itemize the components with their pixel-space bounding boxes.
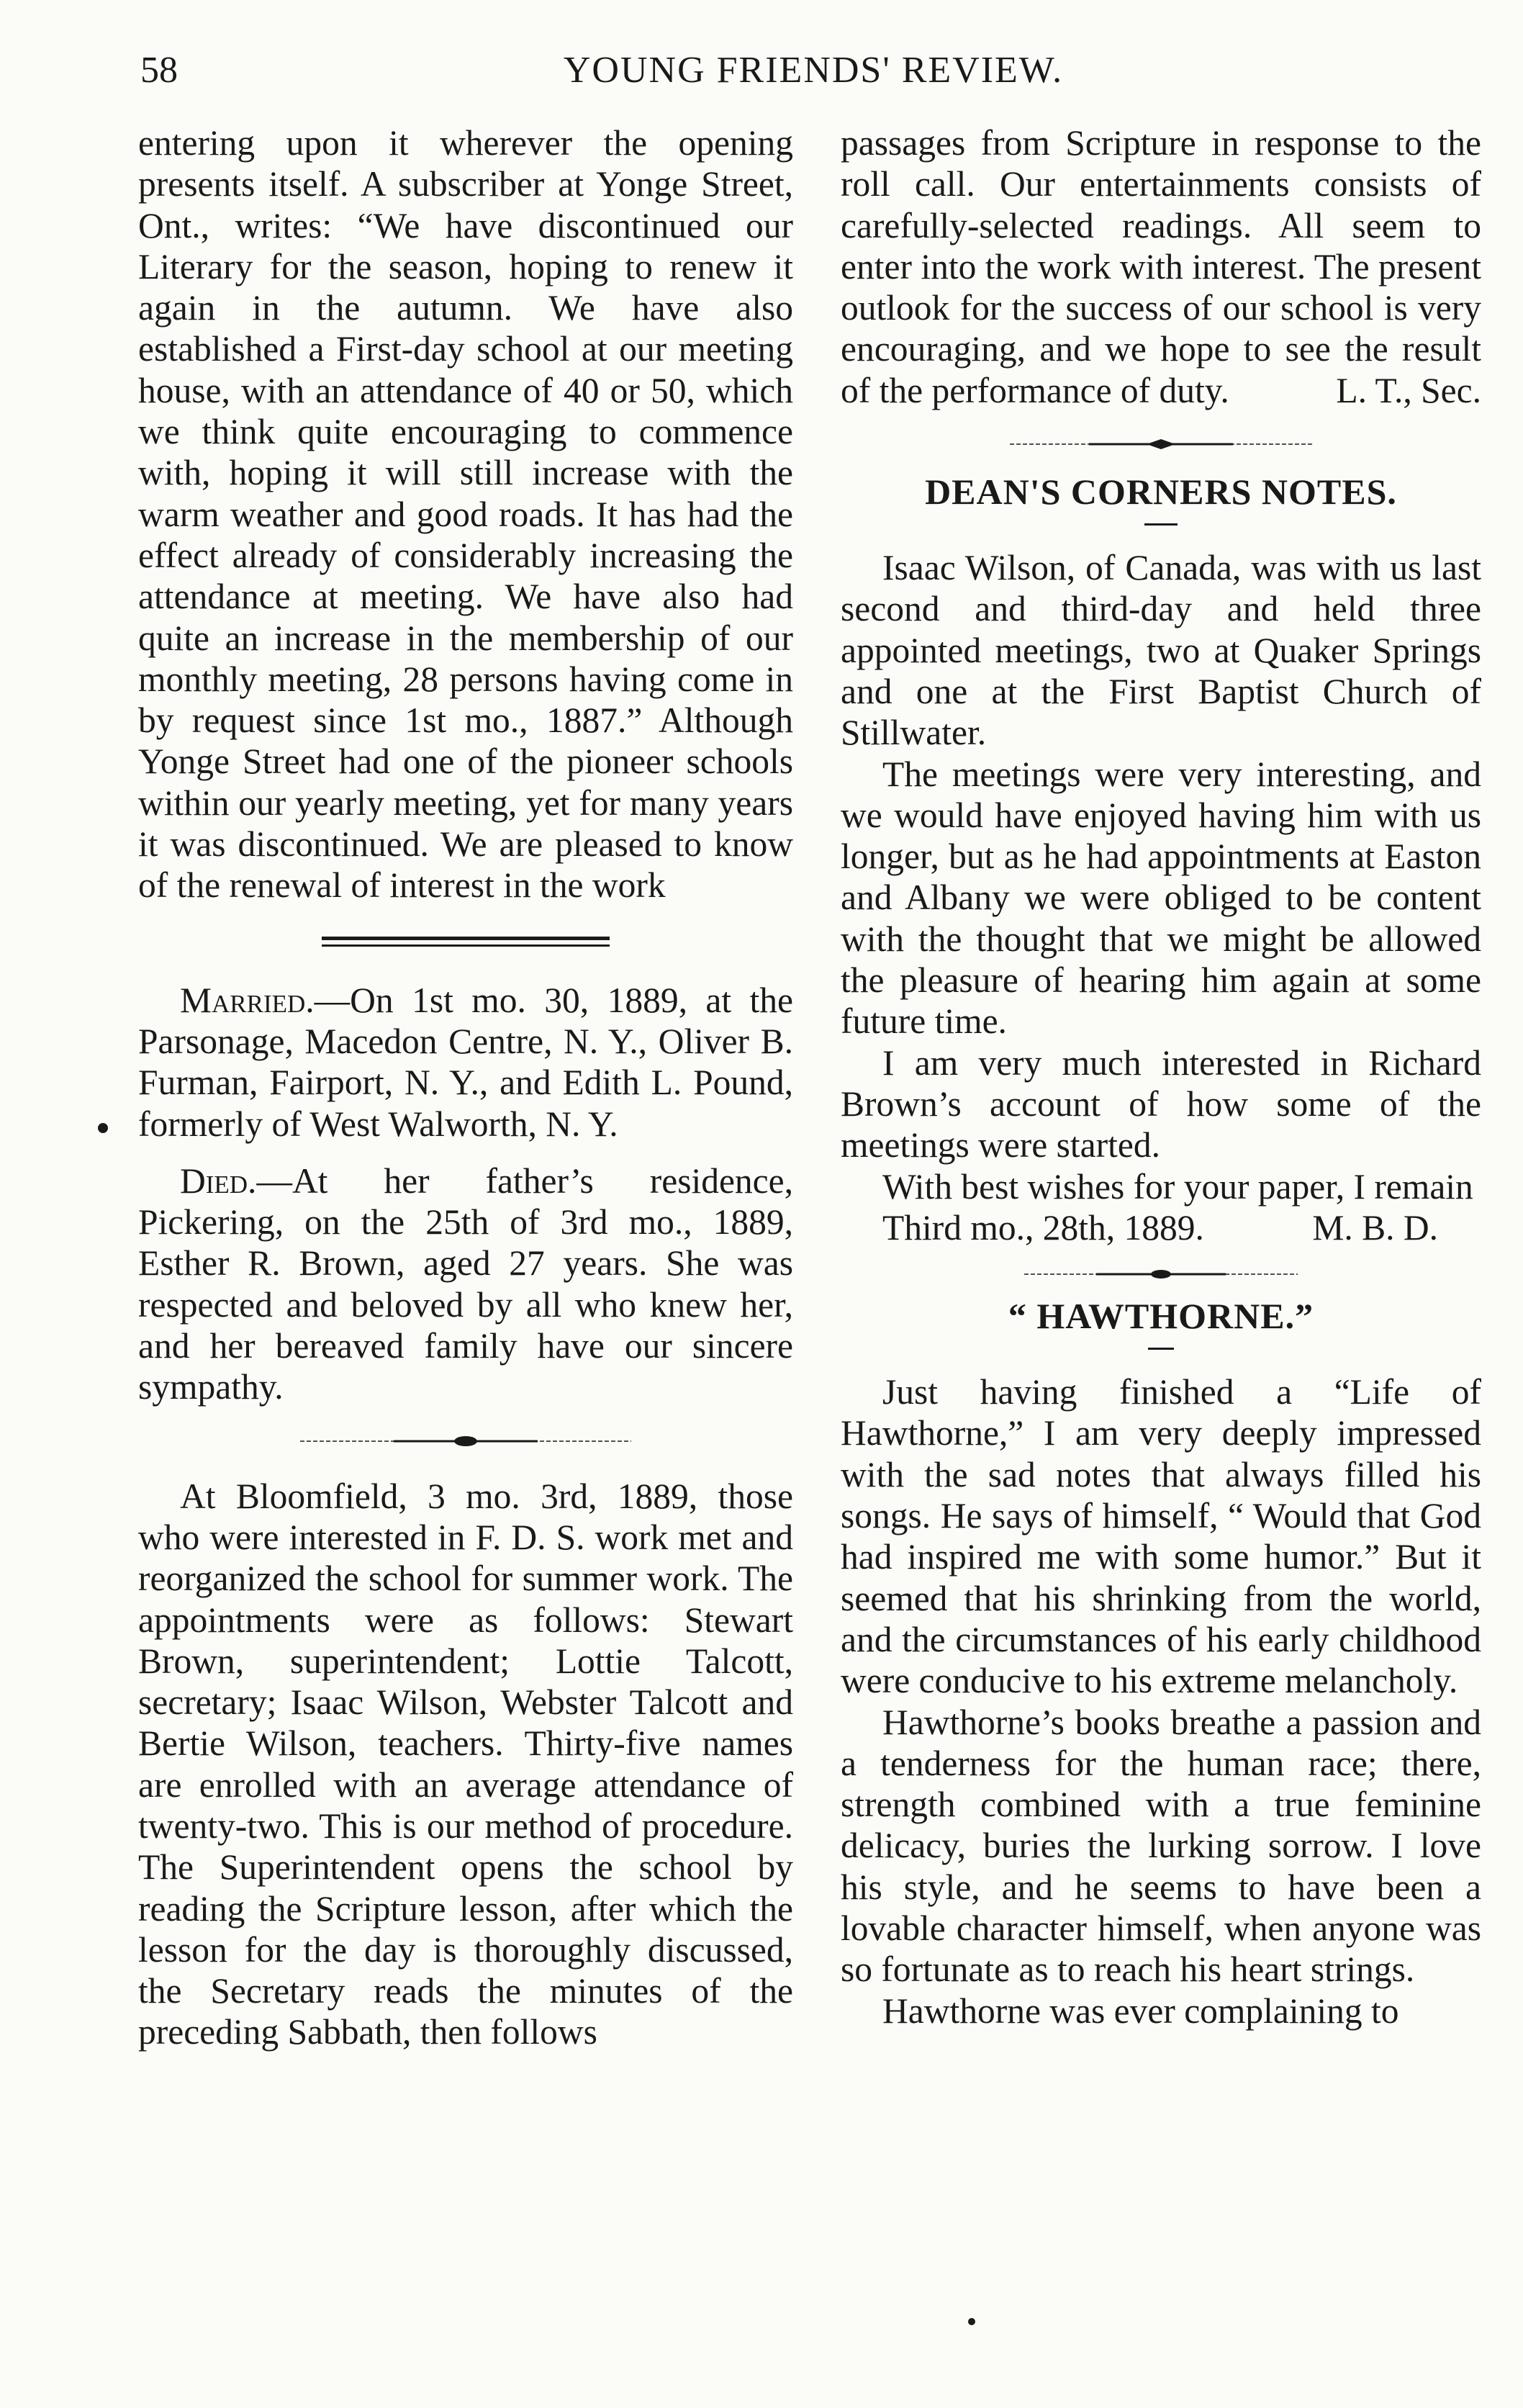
- double-rule-divider: [322, 937, 610, 947]
- bloomfield-paragraph: At Bloomfield, 3 mo. 3rd, 1889, those who were interested in F. D. S. work met and reorganized the school for summer work. The appointments were as follows: Stewart Brown, superintendent; Lottie Talcott, secretary; Isaac Wilson, Webster Talcott and Bertie Wilson, teachers. Thirty-five names are enrolled with an average attendance of twenty-two. This is our method of procedure. The Superintendent opens the school by reading the Scripture lesson, after which the lesson for the day is thoroughly discussed, the Secretary reads the minutes of the preceding Sabbath, then follows: [138, 1476, 793, 2052]
- section-heading: “ HAWTHORNE.”: [1008, 1296, 1314, 1337]
- ornament-divider: [995, 437, 1327, 451]
- yonge-street-paragraph: entering upon it wherever the opening presents itself. A subscriber at Yonge Street, Ont., writes: “We have discontinued our Literary for the season, hoping to renew it again in the autumn. We have also established a First-day school at our meeting house, with an attendance of 40 or 50, which we think quite encouraging to commence with, hoping it will still increase with the warm weather and good roads. It has had the effect already of considerably increasing the attendance at meeting. We have also had quite an increase in the membership of our monthly meeting, 28 persons having come in by request since 1st mo., 1887.” Although Yonge Street had one of the pioneer schools within our yearly meeting, yet for many years it was discontinued. We are pleased to know of the renewal of interest in the work: [138, 123, 793, 906]
- died-label: Died.: [180, 1160, 257, 1201]
- footer-dot: [968, 2318, 975, 2325]
- page-number: 58: [140, 50, 178, 91]
- heading-rule: [1144, 523, 1178, 526]
- deans-signature: M. B. D.: [1312, 1207, 1438, 1248]
- ornament-divider: [286, 1434, 646, 1448]
- deans-closing: With best wishes for your paper, I remain M. B. D.: [882, 1166, 1473, 1248]
- died-notice: [138, 1160, 793, 1408]
- right-column: [841, 122, 1481, 2032]
- ornament-divider: [1010, 1267, 1312, 1281]
- hawthorne-paragraph: Hawthorne’s books breathe a passion and a tenderness for the human race; there, strength combined with a true feminine delicacy, buries the lurking sorrow. I love his style, and he seems to have been a lovable character himself, when anyone was so fortunate as to reach his heart strings.: [841, 1702, 1481, 1990]
- left-column: [138, 122, 793, 2053]
- married-label: Married.: [180, 980, 315, 1020]
- report-signature: L. T., Sec.: [1336, 370, 1481, 410]
- married-notice: [138, 980, 793, 1145]
- hawthorne-paragraph: Just having finished a “Life of Hawthorne,” I am very deeply impressed with the sad notes that always filled his songs. He says of himself, “ Would that God had inspired me with some humor.” But it seemed that his shrinking from the world, and the circumstances of his early childhood were conducive to his extreme melancholy.: [841, 1372, 1481, 1701]
- deans-date: Third mo., 28th, 1889.: [882, 1207, 1204, 1248]
- page-header: [140, 49, 1486, 107]
- section-heading: DEAN'S CORNERS NOTES.: [925, 472, 1397, 513]
- hawthorne-paragraph: Hawthorne was ever complaining to: [882, 1990, 1399, 2031]
- journal-title: YOUNG FRIENDS' REVIEW.: [563, 50, 1064, 91]
- deans-paragraph: The meetings were very interesting, and we would have enjoyed having him with us longer, but as he had appointments at Easton and Albany we were obliged to be content with the thought that we might be allowed the pleasure of hearing him again at some future time.: [841, 754, 1481, 1042]
- deans-paragraph: Isaac Wilson, of Canada, was with us last second and third-day and held three appointed meetings, two at Quaker Springs and one at the First Baptist Church of Stillwater.: [841, 548, 1481, 753]
- school-report-continuation: passages from Scripture in response to the roll call. Our entertainments consists of carefully-selected readings. All seem to enter into the work with interest. The present outlook for the success of our school is very encouraging, and we hope to see the result of the performance of duty. L. T., Sec.: [841, 123, 1481, 410]
- heading-rule: [1148, 1348, 1174, 1350]
- margin-bullet: [98, 1123, 108, 1133]
- died-text: —At her father’s residence, Pickering, on the 25th of 3rd mo., 1889, Esther R. Brown, aged 27 years. She was respected and beloved by all who knew her, and her bereaved family have our sincere sympathy.: [138, 1160, 793, 1407]
- deans-paragraph: I am very much interested in Richard Brown’s account of how some of the meetings were started.: [841, 1042, 1481, 1165]
- married-text: —On 1st mo. 30, 1889, at the Parsonage, Macedon Centre, N. Y., Oliver B. Furman, Fairport, N. Y., and Edith L. Pound, formerly of West Walworth, N. Y.: [138, 980, 793, 1144]
